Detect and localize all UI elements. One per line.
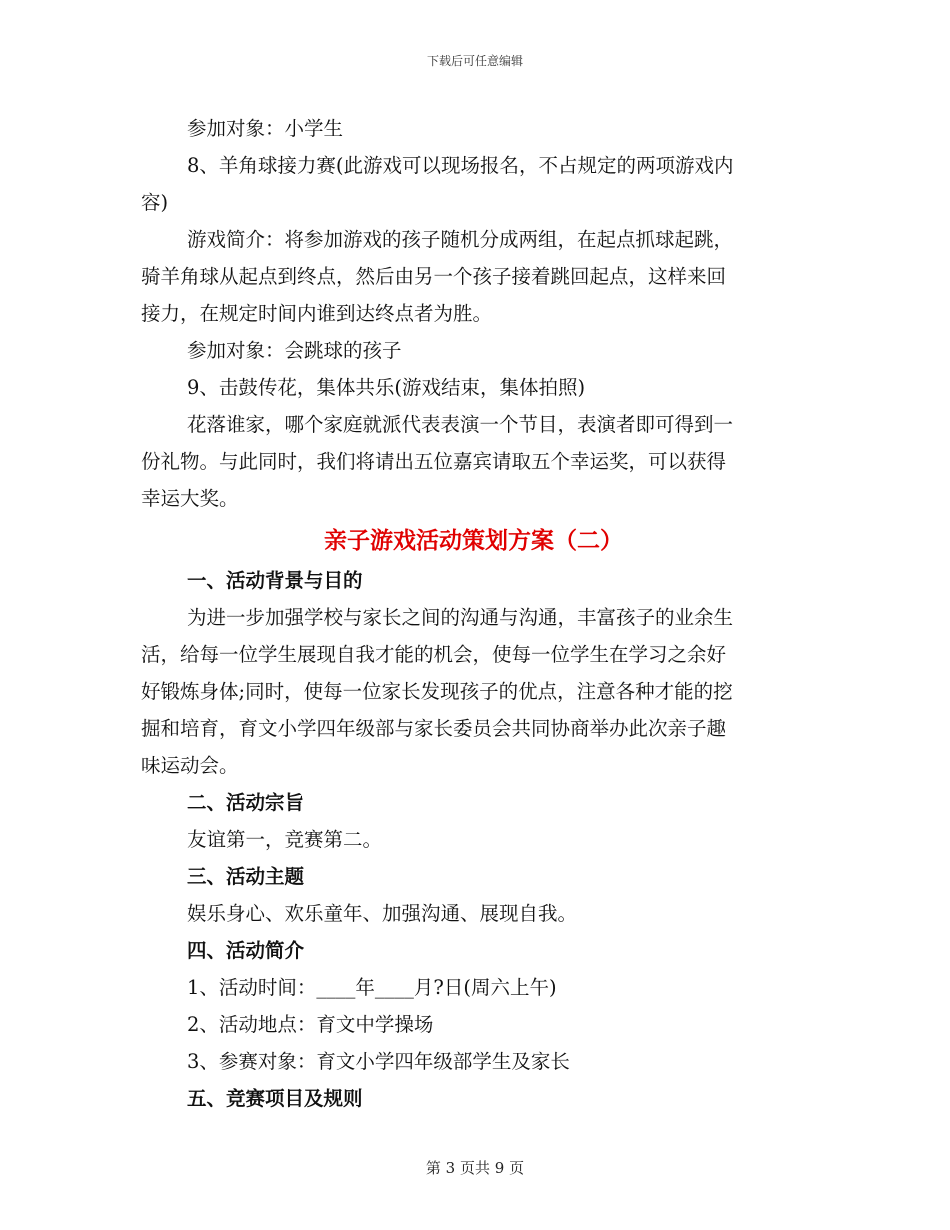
game-8-intro: 游戏简介：将参加游戏的孩子随机分成两组，在起点抓球起跳， <box>187 228 734 251</box>
game-8-participants: 参加对象：会跳球的孩子 <box>187 339 402 362</box>
game-8-intro-cont: 骑羊角球从起点到终点，然后由另一个孩子接着跳回起点，这样来回 <box>141 265 727 288</box>
background-para-cont: 掘和培育，育文小学四年级部与家长委员会共同协商举办此次亲子趣 <box>141 717 727 740</box>
participants-line: 参加对象：小学生 <box>187 117 344 140</box>
purpose-text: 友谊第一，竞赛第二。 <box>187 828 383 851</box>
document-body <box>141 110 806 1117</box>
plan-two-title: 亲子游戏活动策划方案（二） <box>324 527 623 554</box>
activity-participants: 3、参赛对象：育文小学四年级部学生及家长 <box>187 1050 570 1073</box>
page-footer: 第 3 页共 9 页 <box>425 1159 525 1177</box>
section-heading-background: 一、活动背景与目的 <box>187 569 363 592</box>
game-9-desc-cont: 份礼物。与此同时，我们将请出五位嘉宾请取五个幸运奖，可以获得 <box>141 450 727 473</box>
game-8-title: 8、羊角球接力赛(此游戏可以现场报名，不占规定的两项游戏内 <box>187 154 734 177</box>
background-para-end: 味运动会。 <box>141 754 239 777</box>
background-para: 为进一步加强学校与家长之间的沟通与沟通，丰富孩子的业余生 <box>187 606 734 629</box>
game-8-title-cont: 容) <box>141 191 169 214</box>
game-8-intro-end: 接力，在规定时间内谁到达终点者为胜。 <box>141 302 493 325</box>
page-header: 下载后可任意编辑 <box>426 54 523 68</box>
game-9-desc-end: 幸运大奖。 <box>141 487 239 510</box>
activity-location: 2、活动地点：育文中学操场 <box>187 1013 434 1036</box>
section-heading-events: 五、竞赛项目及规则 <box>187 1087 363 1110</box>
section-heading-theme: 三、活动主题 <box>187 865 305 888</box>
theme-text: 娱乐身心、欢乐童年、加强沟通、展现自我。 <box>187 902 578 925</box>
background-para-cont: 活，给每一位学生展现自我才能的机会，使每一位学生在学习之余好 <box>141 643 727 666</box>
game-9-title: 9、击鼓传花，集体共乐(游戏结束，集体拍照) <box>187 376 586 399</box>
section-heading-intro: 四、活动简介 <box>187 939 305 962</box>
section-heading-purpose: 二、活动宗旨 <box>187 791 305 814</box>
activity-time: 1、活动时间：____年____月?日(周六上午) <box>187 976 557 999</box>
background-para-cont: 好锻炼身体;同时，使每一位家长发现孩子的优点，注意各种才能的挖 <box>141 680 733 703</box>
game-9-desc: 花落谁家，哪个家庭就派代表表演一个节目，表演者即可得到一 <box>187 413 734 436</box>
